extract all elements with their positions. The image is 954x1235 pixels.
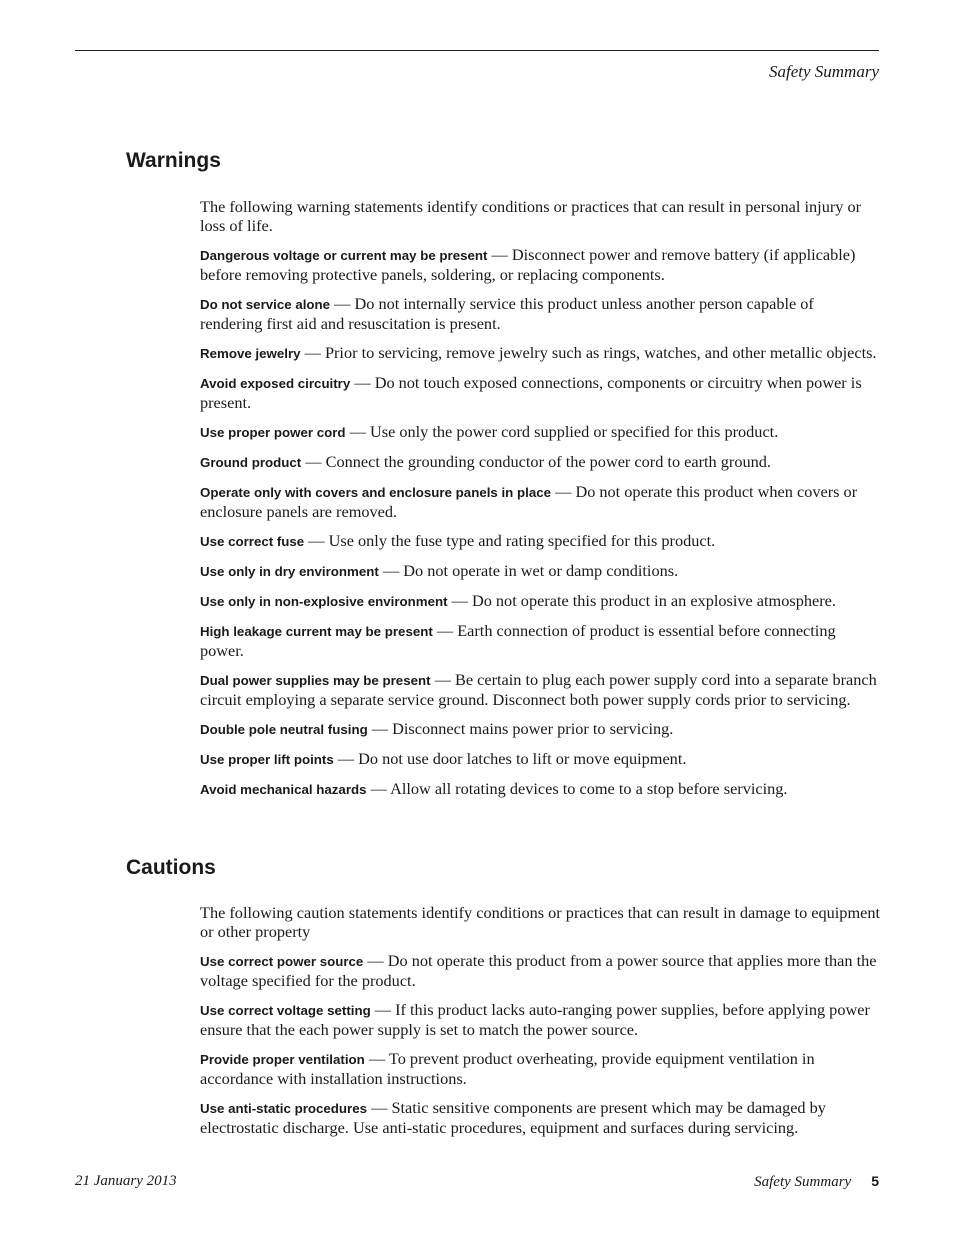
cautions-item-term: Use correct voltage setting — [200, 1003, 371, 1018]
warnings-item-term: Use only in non-explosive environment — [200, 594, 448, 609]
cautions-item — [200, 1049, 880, 1088]
cautions-intro: The following caution statements identify conditions or practices that can result in damage to equipment or other property — [200, 903, 881, 941]
warnings-item-term: Use proper power cord — [200, 425, 346, 440]
em-dash-separator: — — [378, 561, 404, 580]
cautions-list — [200, 951, 880, 1137]
warnings-item-text: Do not internally service this product unless another person capable of rendering first aid and resuscitation is present. — [200, 294, 814, 333]
warnings-item-text: Do not operate in wet or damp conditions. — [403, 561, 679, 580]
em-dash-separator: — — [551, 482, 576, 501]
warnings-item-text: Use only the power cord supplied or specified for this product. — [369, 422, 779, 441]
em-dash-separator: — — [330, 294, 355, 313]
cautions-item — [200, 1000, 880, 1039]
warnings-item — [200, 779, 880, 799]
warnings-item-term: Use proper lift points — [200, 752, 334, 767]
warnings-item-term: Dual power supplies may be present — [200, 673, 431, 688]
warnings-item-text: Do not operate this product when covers or enclosure panels are removed. — [200, 482, 858, 521]
warnings-item — [200, 245, 880, 284]
warnings-item-term: Ground product — [200, 455, 302, 470]
em-dash-separator: — — [367, 719, 393, 738]
warnings-item-text: Disconnect power and remove battery (if applicable) before removing protective panels, soldering, or replacing components. — [200, 245, 856, 284]
warnings-item-text: Earth connection of product is essential before connecting power. — [200, 621, 836, 660]
warnings-item — [200, 294, 880, 333]
warnings-item-text: Disconnect mains power prior to servicing. — [392, 719, 674, 738]
cautions-item-text: To prevent product overheating, provide equipment ventilation in accordance with installation instructions. — [200, 1049, 815, 1088]
em-dash-separator: — — [345, 422, 370, 441]
em-dash-separator: — — [363, 951, 388, 970]
em-dash-separator: — — [364, 1049, 389, 1068]
warnings-item — [200, 670, 880, 709]
warnings-item-text: Do not touch exposed connections, components or circuitry when power is present. — [200, 373, 862, 412]
warnings-intro: The following warning statements identify conditions or practices that can result in personal injury or loss of life. — [200, 197, 862, 235]
warnings-item-term: Do not service alone — [200, 297, 331, 312]
warnings-item-term: Double pole neutral fusing — [200, 722, 368, 737]
warnings-item-text: Allow all rotating devices to come to a stop before servicing. — [390, 779, 788, 798]
footer-date: 21 January 2013 — [75, 1173, 177, 1189]
warnings-heading: Warnings — [126, 149, 221, 172]
warnings-item — [200, 373, 880, 412]
warnings-item — [200, 452, 880, 472]
warnings-item-text: Connect the grounding conductor of the power cord to earth ground. — [325, 452, 771, 471]
warnings-section — [200, 197, 880, 809]
em-dash-separator: — — [370, 1000, 396, 1019]
warnings-item-term: Use only in dry environment — [200, 564, 379, 579]
warnings-item-text: Be certain to plug each power supply cord into a separate branch circuit employing a separate service ground. Disconnect both power supply cords prior to servicing. — [200, 670, 877, 709]
page-number: 5 — [871, 1173, 879, 1189]
em-dash-separator: — — [304, 531, 329, 550]
cautions-item — [200, 951, 880, 990]
header-rule — [75, 50, 879, 51]
cautions-item-text: If this product lacks auto-ranging power supplies, before applying power ensure that the each power supply is set to match the power source. — [200, 1000, 870, 1039]
cautions-item-term: Provide proper ventilation — [200, 1052, 365, 1067]
em-dash-separator: — — [333, 749, 359, 768]
em-dash-separator: — — [430, 670, 455, 689]
warnings-item-text: Do not use door latches to lift or move equipment. — [358, 749, 687, 768]
cautions-heading: Cautions — [126, 856, 216, 879]
cautions-section — [200, 903, 880, 1147]
running-head-title: Safety Summary — [768, 62, 879, 81]
warnings-item-text: Use only the fuse type and rating specified for this product. — [328, 531, 716, 550]
warnings-item-text: Prior to servicing, remove jewelry such as rings, watches, and other metallic objects. — [324, 343, 877, 362]
cautions-item-term: Use correct power source — [200, 954, 364, 969]
warnings-item-term: Use correct fuse — [200, 534, 305, 549]
em-dash-separator: — — [366, 779, 391, 798]
warnings-item-text: Do not operate this product in an explosive atmosphere. — [471, 591, 836, 610]
warnings-item — [200, 343, 880, 363]
em-dash-separator: — — [350, 373, 375, 392]
warnings-item — [200, 422, 880, 442]
cautions-item — [200, 1098, 880, 1137]
warnings-item — [200, 561, 880, 581]
warnings-item — [200, 591, 880, 611]
warnings-item-term: Dangerous voltage or current may be present — [200, 248, 488, 263]
warnings-item-term: Avoid exposed circuitry — [200, 376, 351, 391]
warnings-item-term: High leakage current may be present — [200, 624, 433, 639]
cautions-item-text: Static sensitive components are present which may be damaged by electrostatic discharge. Use anti-static procedures, equipment and surfaces during servicing. — [200, 1098, 826, 1137]
warnings-list — [200, 245, 880, 799]
warnings-item — [200, 749, 880, 769]
warnings-item — [200, 482, 880, 521]
cautions-item-text: Do not operate this product from a power source that applies more than the voltage specified for the product. — [200, 951, 877, 990]
em-dash-separator: — — [300, 343, 325, 362]
footer-right — [754, 1171, 879, 1192]
em-dash-separator: — — [301, 452, 326, 471]
em-dash-separator: — — [432, 621, 458, 640]
warnings-item — [200, 531, 880, 551]
em-dash-separator: — — [367, 1098, 392, 1117]
warnings-item — [200, 719, 880, 739]
em-dash-separator: — — [487, 245, 512, 264]
footer-title: Safety Summary — [754, 1174, 852, 1190]
warnings-item-term: Remove jewelry — [200, 346, 301, 361]
warnings-item-term: Avoid mechanical hazards — [200, 782, 367, 797]
em-dash-separator: — — [447, 591, 472, 610]
warnings-item-term: Operate only with covers and enclosure panels in place — [200, 485, 552, 500]
cautions-item-term: Use anti-static procedures — [200, 1101, 368, 1116]
warnings-item — [200, 621, 880, 660]
